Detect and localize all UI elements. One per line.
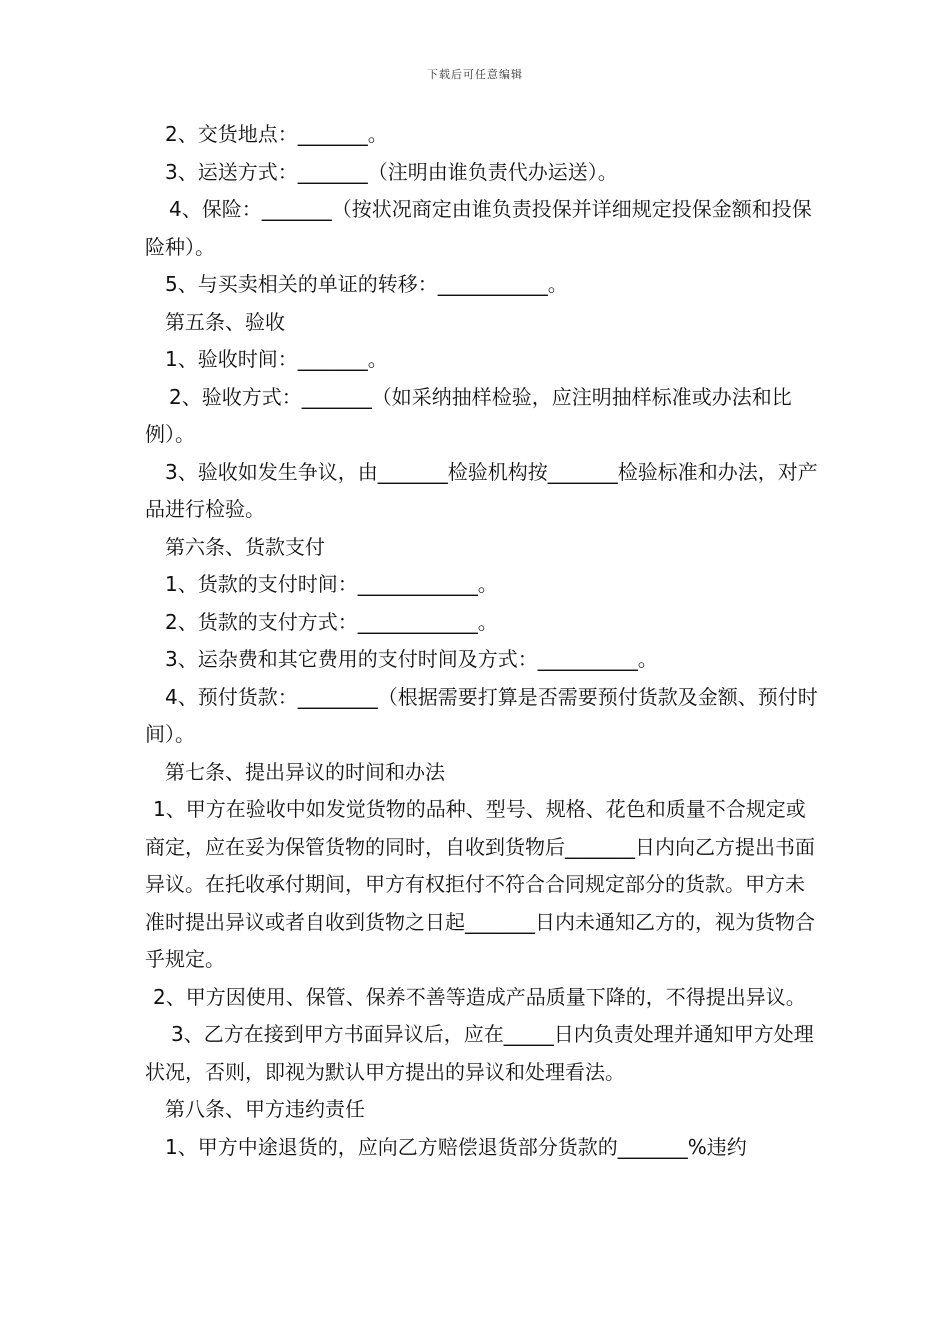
article-6-heading: 第六条、货款支付 — [165, 534, 325, 559]
article-5-heading: 第五条、验收 — [165, 309, 285, 334]
clause-freight-payment: 3、运杂费和其它费用的支付时间及方式：__________。 — [165, 647, 658, 671]
clause-payment-time: 1、货款的支付时间：____________。 — [165, 572, 498, 596]
clause-inspection-dispute: 3、验收如发生争议，由_______检验机构按_______检验标准和办法，对产品进行检验。 — [145, 459, 818, 521]
article-7-heading: 第七条、提出异议的时间和办法 — [165, 759, 445, 784]
clause-objection-handling: 3、乙方在接到甲方书面异议后，应在_____日内负责处理并通知甲方处理状况，否则，即视为默认甲方提出的异议和处理看法。 — [145, 1022, 814, 1084]
clause-shipping-method: 3、运送方式：_______（注明由谁负责代办运送）。 — [165, 159, 618, 184]
clause-inspection-method: 2、验收方式：_______（如采纳抽样检验，应注明抽样标准或办法和比例）。 — [145, 384, 792, 446]
clause-insurance: 4、保险：_______（按状况商定由谁负责投保并详细规定投保金额和投保险种）。 — [145, 197, 812, 259]
clause-advance-payment: 4、预付货款：________（根据需要打算是否需要预付货款及金额、预付时间）。 — [145, 684, 818, 746]
clause-inspection-time: 1、验收时间：_______。 — [165, 347, 388, 371]
article-8-heading: 第八条、甲方违约责任 — [165, 1097, 365, 1121]
clause-return-penalty: 1、甲方中途退货的，应向乙方赔偿退货部分货款的_______%违约 — [165, 1134, 747, 1159]
clause-document-transfer: 5、与买卖相关的单证的转移：___________。 — [165, 272, 568, 296]
clause-objection-period: 1、甲方在验收中如发觉货物的品种、型号、规格、花色和质量不合规定或商定，应在妥为保管货物的同时，自收到货物后_______日内向乙方提出书面异议。在托收承付期间，甲方有权拒付不符合合同规定部分的货款。甲方未准时提出异议或者自收到货物之日起_______日内未通知乙方的，视为货物合乎规定。 — [145, 797, 815, 971]
page-header: 下载后可任意编辑 — [427, 68, 523, 81]
clause-delivery-location: 2、交货地点：_______。 — [165, 122, 388, 146]
clause-no-objection: 2、甲方因使用、保管、保养不善等造成产品质量下降的，不得提出异议。 — [153, 984, 806, 1009]
clause-payment-method: 2、货款的支付方式：____________。 — [165, 609, 498, 634]
document-body — [145, 116, 820, 1166]
